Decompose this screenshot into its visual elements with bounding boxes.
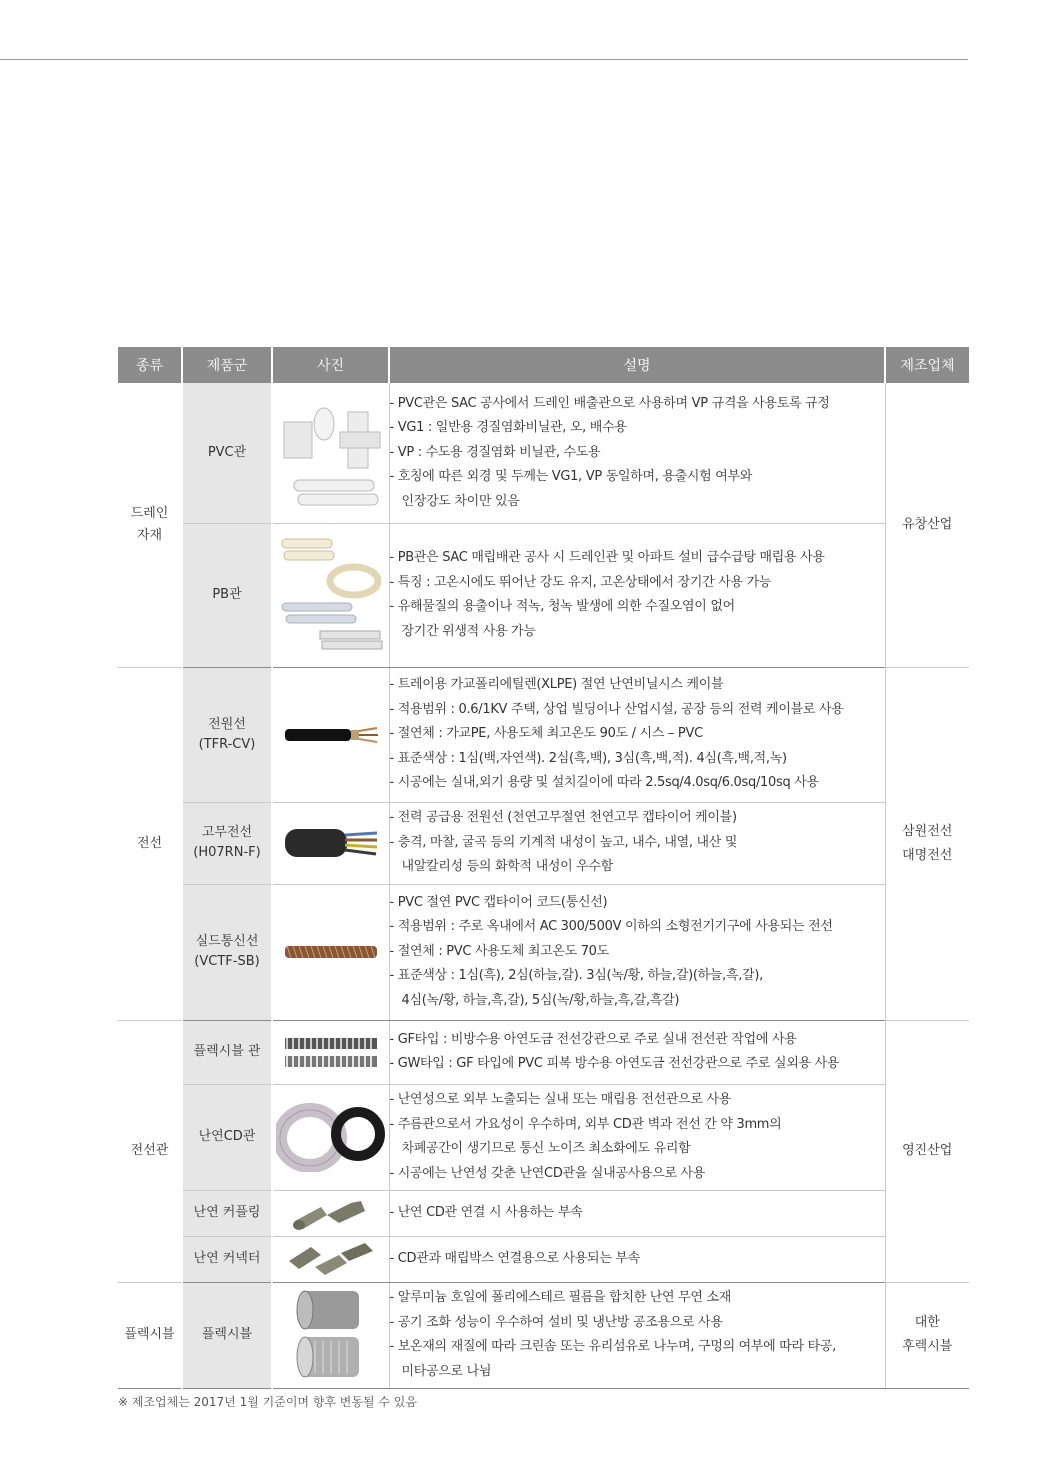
footnote: ※ 제조업체는 2017년 1월 기준이며 향후 변동될 수 있음: [118, 1395, 417, 1409]
flexible-conduit-photo: [272, 1020, 389, 1084]
header-kind: 종류: [118, 347, 182, 383]
group-cell: 플렉시블: [182, 1282, 272, 1388]
shielded-cable-photo: [272, 884, 389, 1020]
table-row: [118, 802, 969, 884]
desc-cell: - 난연 CD관 연결 시 사용하는 부속: [389, 1190, 885, 1236]
kind-cell: 드레인 자재: [118, 383, 182, 667]
desc-cell: - 트레이용 가교폴리에틸렌(XLPE) 절연 난연비닐시스 케이블 - 적용범위 : 0.6/1KV 주택, 상업 빌딩이나 산업시설, 공장 등의 전력 케이블로 사용 - 절연체 : 가교PE, 사용도체 최고온도 90도 / 시스 – PVC - 표준색상 : 1심(백,자연색). 2심(흑,백), 3심(흑,백,적). 4심(흑,백,적,녹) - 시공에는 실내,외기 용량 및 설치길이에 따라 2.5sq/4.0sq/6.0sq/10sq 사용: [389, 667, 885, 802]
group-cell: 전원선 (TFR-CV): [182, 667, 272, 802]
table-row: [118, 1190, 969, 1236]
desc-cell: - GF타입 : 비방수용 아연도금 전선강관으로 주로 실내 전선관 작업에 사용 - GW타입 : GF 타입에 PVC 피복 방수용 아연도금 전선강관으로 주로 실외용 사용: [389, 1020, 885, 1084]
table-row: [118, 1282, 969, 1388]
table-row: [118, 1236, 969, 1282]
cd-conduit-photo: [272, 1084, 389, 1190]
pvc-pipe-photo: [272, 383, 389, 523]
kind-cell: 전선관: [118, 1020, 182, 1282]
table-row: [118, 884, 969, 1020]
desc-cell: - PVC관은 SAC 공사에서 드레인 배출관으로 사용하며 VP 규격을 사용토록 규정 - VG1 : 일반용 경질염화비닐관, 오, 배수용 - VP : 수도용 경질염화 비닐관, 수도용 - 호칭에 따른 외경 및 두께는 VG1, VP 동일하며, 용출시험 여부와 인장강도 차이만 있음: [389, 383, 885, 523]
product-table: [118, 347, 969, 1389]
coupling-photo: [272, 1190, 389, 1236]
header-group: 제품군: [182, 347, 272, 383]
kind-cell: 플렉시블: [118, 1282, 182, 1388]
desc-cell: - 전력 공급용 전원선 (천연고무절연 천연고무 캡타이어 케이블) - 충격, 마찰, 굴곡 등의 기계적 내성이 높고, 내수, 내열, 내산 및 내알칼리성 등의 화학적 내성이 우수함: [389, 802, 885, 884]
desc-cell: - CD관과 매립박스 연결용으로 사용되는 부속: [389, 1236, 885, 1282]
maker-cell: 대한 후렉시블: [885, 1282, 969, 1388]
connector-photo: [272, 1236, 389, 1282]
rubber-cable-photo: [272, 802, 389, 884]
table-row: [118, 667, 969, 802]
flexible-duct-photo: [272, 1282, 389, 1388]
group-cell: 난연CD관: [182, 1084, 272, 1190]
group-cell: 플렉시블 관: [182, 1020, 272, 1084]
table-header: [118, 347, 969, 383]
desc-cell: - PB관은 SAC 매립배관 공사 시 드레인관 및 아파트 설비 급수급탕 매립용 사용 - 특징 : 고온시에도 뛰어난 강도 유지, 고온상태에서 장기간 사용 가능 - 유해물질의 용출이나 적녹, 청녹 발생에 의한 수질오염이 없어 장기간 위생적 사용 가능: [389, 523, 885, 667]
maker-cell: 유창산업: [885, 383, 969, 667]
maker-cell: 영진산업: [885, 1020, 969, 1282]
group-cell: 난연 커플링: [182, 1190, 272, 1236]
desc-cell: - PVC 절연 PVC 캡타이어 코드(통신선) - 적용범위 : 주로 옥내에서 AC 300/500V 이하의 소형전기기구에 사용되는 전선 - 절연체 : PVC 사용도체 최고온도 70도 - 표준색상 : 1심(흑), 2심(하늘,갈). 3심(녹/황, 하늘,갈)(하늘,흑,갈), 4심(녹/황, 하늘,흑,갈), 5심(녹/황,하늘,흑,갈,흑갈): [389, 884, 885, 1020]
kind-cell: 전선: [118, 667, 182, 1020]
group-cell: 실드통신선 (VCTF-SB): [182, 884, 272, 1020]
table-row: [118, 523, 969, 667]
header-maker: 제조업체: [885, 347, 969, 383]
maker-cell: 삼원전선 대명전선: [885, 667, 969, 1020]
top-rule: [0, 59, 968, 60]
group-cell: PB관: [182, 523, 272, 667]
group-cell: 고무전선 (H07RN-F): [182, 802, 272, 884]
table-row: [118, 1084, 969, 1190]
desc-cell: - 난연성으로 외부 노출되는 실내 또는 매립용 전선관으로 사용 - 주름관으로서 가요성이 우수하며, 외부 CD관 벽과 전선 간 약 3mm의 차폐공간이 생기므로 통신 노이즈 최소화에도 유리함 - 시공에는 난연성 갖춘 난연CD관을 실내공사용으로 사용: [389, 1084, 885, 1190]
group-cell: 난연 커넥터: [182, 1236, 272, 1282]
group-cell: PVC관: [182, 383, 272, 523]
table-row: [118, 1020, 969, 1084]
header-photo: 사진: [272, 347, 389, 383]
desc-cell: - 알루미늄 호일에 폴리에스테르 필름을 합치한 난연 무연 소재 - 공기 조화 성능이 우수하여 설비 및 냉난방 공조용으로 사용 - 보온재의 재질에 따라 크린솜 또는 유리섬유로 나누며, 구멍의 여부에 따라 타공, 미타공으로 나뉨: [389, 1282, 885, 1388]
pb-pipe-photo: [272, 523, 389, 667]
table-row: [118, 383, 969, 523]
power-cable-photo: [272, 667, 389, 802]
header-desc: 설명: [389, 347, 885, 383]
